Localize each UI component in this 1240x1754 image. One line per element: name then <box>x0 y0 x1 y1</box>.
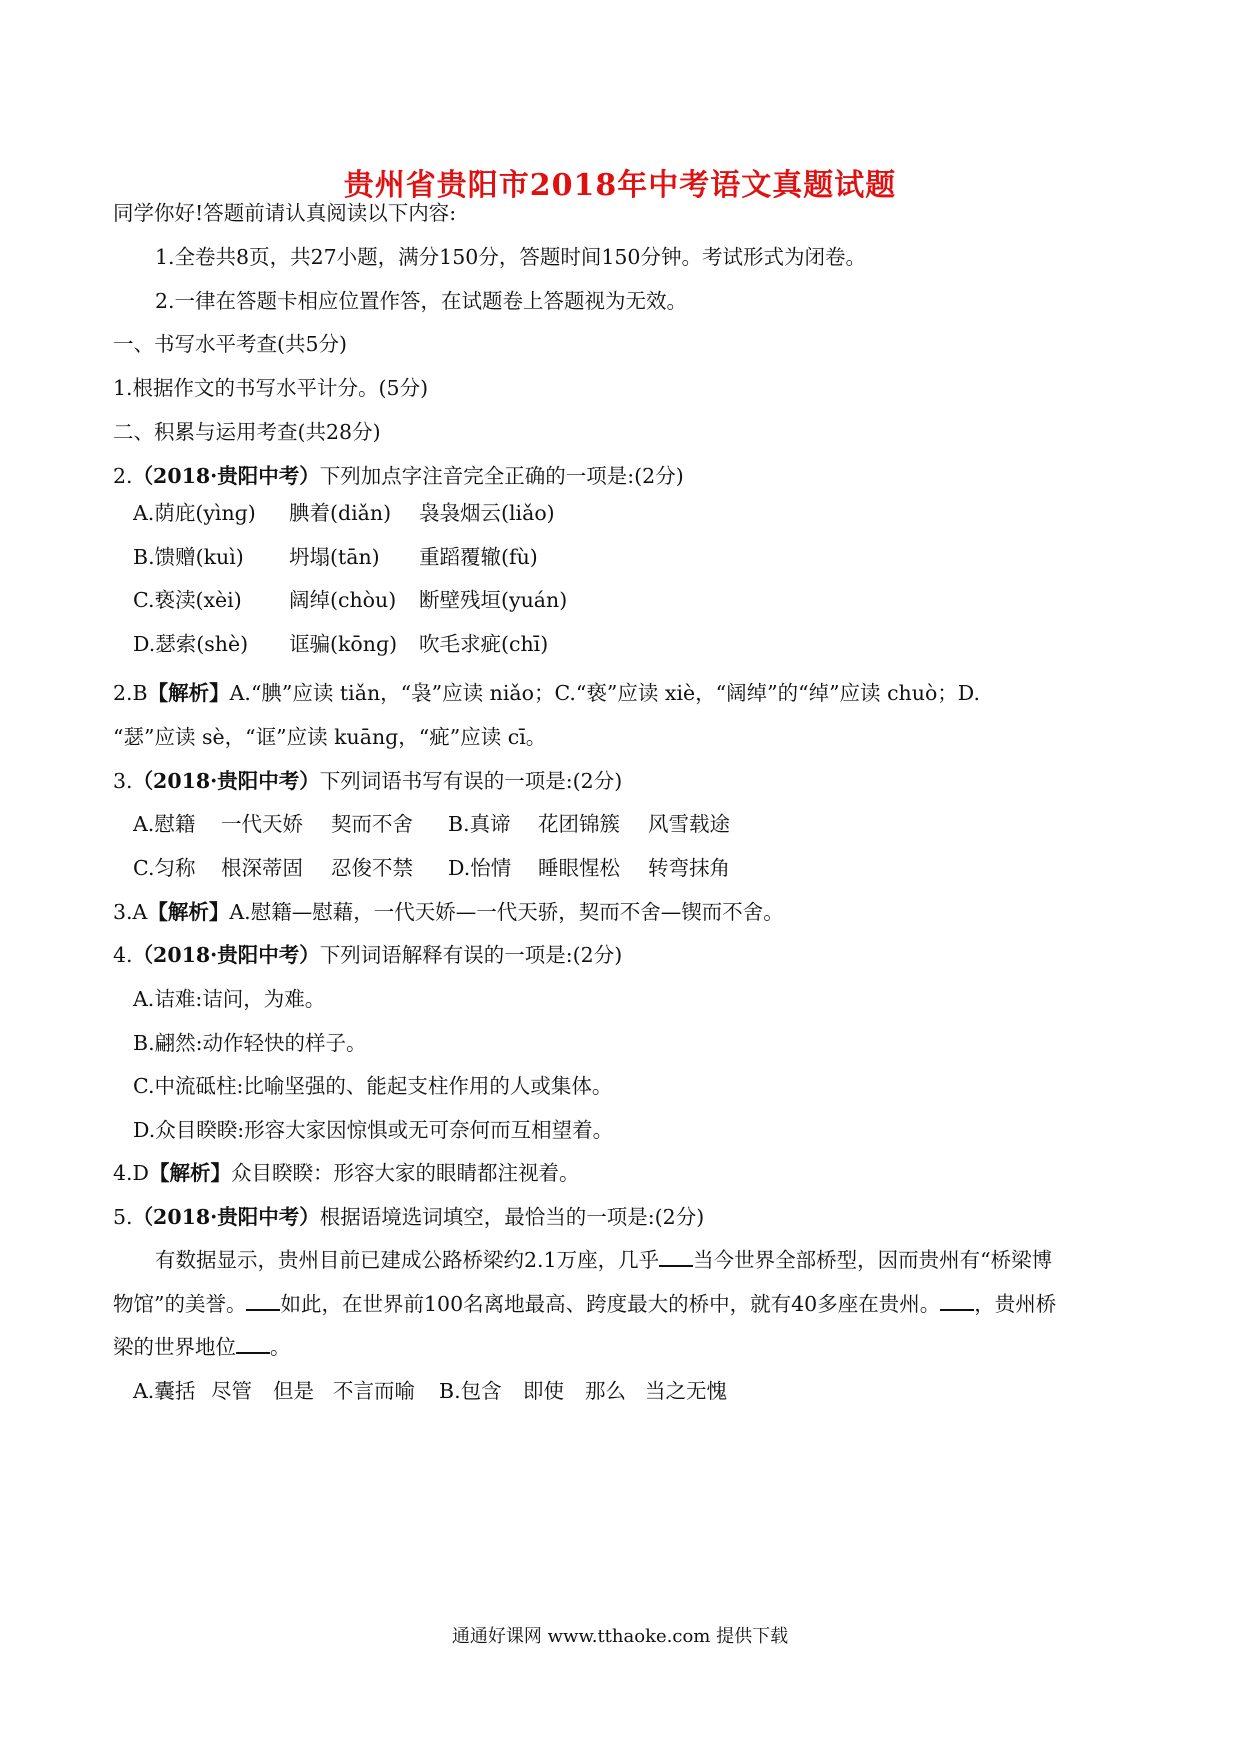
page-title: 贵州省贵阳市2018年中考语文真题试题 <box>343 168 897 203</box>
question-number: 2. <box>113 464 133 488</box>
q2-answer-continued: “瑟”应读 sè，“诓”应读 kuānɡ，“疵”应读 cī。 <box>113 725 547 749</box>
question-3: 3.（2018·贵阳中考）下列词语书写有误的一项是:(2分) <box>113 769 623 793</box>
q4-option-d: D.众目睽睽:形容大家因惊惧或无可奈何而互相望着。 <box>133 1118 614 1142</box>
document-page: 贵州省贵阳市2018年中考语文真题试题 同学你好!答题前请认真阅读以下内容: 1.全卷共8页，共27小题，满分150分，答题时间150分钟。考试形式为闭卷。 2.一律在答题卡相应位置作答，在试题卷上答题视为无效。 一、书写水平考查(共5分) 1.根据作文的书写水平计分。(5分) 二、积累与运用考查(共28分) 2.（2018·贵阳中考）下列加点字注音完全正确的一项是:(2分) A.荫庇(yìnɡ) 腆着(diǎn) 袅袅烟云(liǎo) B.馈赠(kuì) 坍塌(tān) 重蹈覆辙(fù) C.亵渎(xèi) 阔绰(chòu) 断壁残垣(yuán) D.瑟索(shè) 诓骗(kōnɡ) 吹毛求疵(chī) 2.B【解析】A.“腆”应读 tiǎn，“袅”应读 niǎo；C.“亵”应读 xiè，“阔绰”的“绰”应读 chuò；D. “瑟”应读 sè，“诓”应读 kuānɡ，“疵”应读 cī。 3.（2018·贵阳中考）下列词语书写有误的一项是:(2分) A.慰籍 一代天娇 契而不舍 B.真谛 花团锦簇 风雪载途 C.匀称 根深蒂固 忍俊不禁 D.怡情 睡眼惺松 转弯抹角 3.A【解析】A.慰籍—慰藉，一代天娇—一代天骄，契而不舍—锲而不舍。 4.（2018·贵阳中考）下列词语解释有误的一项是:(2分) A.诘难:诘问，为难。 B.翩然:动作轻快的样子。 C.中流砥柱:比喻坚强的、能起支柱作用的人或集体。 D.众目睽睽:形容大家因惊惧或无可奈何而互相望着。 4.D【解析】众目睽睽：形容大家的眼睛都注视着。 5.（2018·贵阳中考）根据语境选词填空，最恰当的一项是:(2分) 有数据显示，贵州目前已建成公路桥梁约2.1万座，几乎 当今世界全部桥型，因而贵州有“桥梁博 物馆”的美誉。 如此，在世界前100名离地最高、跨度最大的桥中，就有40多座在贵州。 ，贵州桥 梁的世界地位 。 A.囊括 尽管 但是 不言而喻 B.包含 即使 那么 当之无愧 通通好课网 www.tthaoke.com 提供下载 <box>0 0 1240 1754</box>
source-tag: （2018·贵阳中考） <box>132 464 320 488</box>
section-2-heading: 二、积累与运用考查(共28分) <box>113 420 381 444</box>
question-text: 下列加点字注音完全正确的一项是:(2分) <box>319 464 684 488</box>
intro-text: 同学你好!答题前请认真阅读以下内容: <box>113 201 457 225</box>
answer-blank <box>236 1334 270 1354</box>
rule-1: 1.全卷共8页，共27小题，满分150分，答题时间150分钟。考试形式为闭卷。 <box>155 245 866 269</box>
question-2 <box>113 461 684 491</box>
q4-option-b: B.翩然:动作轻快的样子。 <box>133 1031 367 1055</box>
question-5: 5.（2018·贵阳中考）根据语境选词填空，最恰当的一项是:(2分) <box>113 1205 705 1229</box>
q2-answer: 2.B【解析】A.“腆”应读 tiǎn，“袅”应读 niǎo；C.“亵”应读 xiè，“阔绰”的“绰”应读 chuò；D. <box>113 681 981 705</box>
q4-option-a: A.诘难:诘问，为难。 <box>133 987 326 1011</box>
answer-blank <box>940 1291 974 1311</box>
q5-passage-line-1: 有数据显示，贵州目前已建成公路桥梁约2.1万座，几乎 当今世界全部桥型，因而贵州有“桥梁博 <box>155 1248 1053 1272</box>
question-4: 4.（2018·贵阳中考）下列词语解释有误的一项是:(2分) <box>113 943 623 967</box>
q4-answer: 4.D【解析】众目睽睽：形容大家的眼睛都注视着。 <box>113 1161 580 1185</box>
q5-passage-line-2: 物馆”的美誉。 如此，在世界前100名离地最高、跨度最大的桥中，就有40多座在贵州。 ，贵州桥 <box>113 1292 1057 1316</box>
question-1: 1.根据作文的书写水平计分。(5分) <box>113 376 429 400</box>
section-1-heading: 一、书写水平考查(共5分) <box>113 332 348 356</box>
answer-blank <box>659 1247 693 1267</box>
q5-passage-line-3: 梁的世界地位 。 <box>113 1335 291 1359</box>
page-footer: 通通好课网 www.tthaoke.com 提供下载 <box>451 1626 789 1647</box>
answer-blank <box>246 1291 280 1311</box>
rule-2: 2.一律在答题卡相应位置作答，在试题卷上答题视为无效。 <box>155 289 688 313</box>
q3-answer: 3.A【解析】A.慰籍—慰藉，一代天娇—一代天骄，契而不舍—锲而不舍。 <box>113 900 784 924</box>
q4-option-c: C.中流砥柱:比喻坚强的、能起支柱作用的人或集体。 <box>133 1074 613 1098</box>
